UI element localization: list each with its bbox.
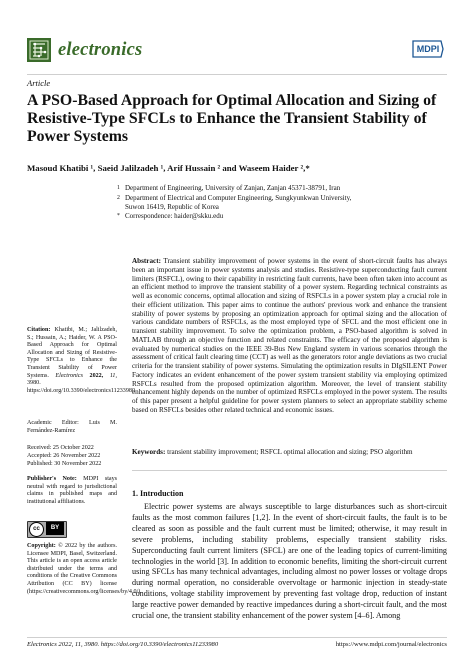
keywords-label: Keywords: [132, 448, 166, 456]
abstract-divider [132, 470, 447, 471]
academic-editor: Academic Editor: Luis M. Fernández-Ramírez [27, 420, 117, 434]
publisher-note [27, 476, 117, 506]
citation-text: Khatibi, M.; Jalilzadeh, S.; Hussain, A.; Haider, W. A PSO-Based Approach for Optimal Allocation and Sizing of Resistive-Type SFCLs to Enhance the Transient Stability of Power Systems. [27, 327, 117, 379]
paper-title: A PSO-Based Approach for Optimal Allocation and Sizing of Resistive-Type SFCLs to Enhance the Transient Stability of Power Systems [27, 92, 437, 146]
journal-logo-icon [27, 38, 51, 62]
affiliation-mark: * [117, 213, 120, 219]
correspondence-email[interactable]: Correspondence: haider@skku.edu [125, 212, 224, 220]
footer-divider [27, 637, 447, 638]
by-icon: BY [46, 522, 64, 535]
footer-journal-url[interactable]: https://www.mdpi.com/journal/electronics [335, 641, 447, 648]
abstract-label: Abstract: [132, 257, 161, 265]
affiliation-1 [117, 184, 445, 193]
citation-volume: 11, [109, 372, 117, 379]
abstract [132, 257, 447, 415]
citation-doi-link[interactable]: 3980. https://doi.org/10.3390/electronics11233980 [27, 380, 135, 394]
keywords-text: transient stability improvement; RSFCL optimal allocation and sizing; PSO algorithm [167, 448, 413, 456]
header-divider [27, 74, 447, 75]
received-date: Received: 25 October 2022 [27, 445, 94, 451]
article-type: Article [27, 78, 51, 88]
mdpi-logo[interactable] [411, 39, 445, 59]
copyright-label: Copyright: [27, 543, 56, 549]
cc-by-license-badge[interactable] [27, 521, 65, 538]
copyright-block [27, 543, 142, 596]
footer-citation[interactable]: Electronics 2022, 11, 3980. https://doi.org/10.3390/electronics11233980 [27, 641, 219, 648]
section-heading: 1. Introduction [132, 489, 184, 498]
introduction-text: Electric power systems are always susceptible to large disturbances such as short-circuit faults as the most common failures [1,2]. In the event of short-circuit faults, the fault is to be cleared as soon as possible and the fault current must be limited; otherwise, it may result in severe problems, including stability problems, especially transient stability risks. Superconducting fault current limiters (SFCL) are one of the leading topics of current-limiting technologies in the world [3]. In addition to economic benefits, limiting the short-circuit current using SFCLs has many technical advantages, including almost no power losses or voltage drops during normal operation, no considerable overvoltage or harmonic injection in steady-state conditions, voltage stability improvement by preventing fast voltage drop, reduction of instant large reactive power demanded by reactive impedances during a short-circuit fault, and the most crucial one, the transient stability enhancement of the power system [4–6]. Among [132, 502, 447, 621]
published-date: Published: 30 November 2022 [27, 461, 102, 467]
citation-block [27, 327, 135, 395]
journal-name: electronics [58, 40, 143, 60]
affiliation-mark: 2 [117, 195, 120, 201]
publisher-note-label: Publisher's Note: [27, 476, 77, 482]
affiliation-mark: 1 [117, 185, 120, 191]
copyright-text: © 2022 by the authors. Licensee MDPI, Basel, Switzerland. This article is an open access article distributed under the terms and conditions of the Creative Commons Attribution (CC BY) license (https://creativecommons.org/licenses/by/4.0/). [27, 543, 142, 595]
affiliation-text: Department of Electrical and Computer Engineering, Sungkyunkwan University, Suwon 16419, Republic of Korea [125, 194, 352, 211]
author-list: Masoud Khatibi ¹, Saeid Jalilzadeh ¹, Arif Hussain ² and Waseem Haider ²,* [27, 163, 310, 173]
mdpi-logo-text: MDPI [416, 44, 440, 54]
abstract-text: Transient stability improvement of power systems in the event of short-circuit faults has always been an important issue in power systems analysis and studies. Resistive-type superconducting fault current limiters (RSFCL), owing to their capability in restricting fault currents, have been often taken into account as an efficient method to improve the transient stability of a power system. Regarding technical constraints as well as economic concerns, optimal allocation and sizing of RSFCLs in a power system play a crucial role in their efficient utilization. This paper aims to continue the authors' previous work and enhance the transient stability of power systems by proposing an optimization approach for optimal sizing and the allocation of various candidate numbers of RSFCLs, as the most employed type of SFCL and the most efficient one in transient stability improvement. To solve the optimization problem, a PSO-based algorithm is solved in MATLAB through an objective function and related constraints. The efficacy of the proposed algorithm is evaluated by numerical studies on the IEEE 39-Bus New England system in various scenarios through the assessment of critical fault clearing time (CCT) as well as the generators rotor angle deviations as two crucial criteria for the transient stability of power systems. Simulating the optimization results in DIgSILENT Power Factory indicates an evident enhancement of the power system transient stability via employing optimized RSFCLs resulted from the proposed optimization algorithm. Moreover, the level of transient stability enhancement highly depends on the number of optimized RSFCLs employed in the power system. The results of this paper present a helpful guideline for power system planners to select an appropriate stability scheme based on RSFCLs besides other related technical and economic issues. [132, 257, 448, 414]
affiliation-text: Department of Engineering, University of Zanjan, Zanjan 45371-38791, Iran [125, 184, 341, 192]
citation-label: Citation: [27, 327, 51, 333]
affiliation-2 [117, 194, 365, 212]
keywords [132, 448, 447, 457]
citation-year: 2022, [89, 372, 104, 379]
accepted-date: Accepted: 26 November 2022 [27, 453, 101, 459]
publisher-note-text: MDPI stays neutral with regard to jurisdictional claims in published maps and institutional affiliations. [27, 476, 118, 505]
correspondence [117, 212, 445, 221]
citation-journal: Electronics [55, 372, 83, 379]
cc-icon: cc [29, 522, 44, 537]
